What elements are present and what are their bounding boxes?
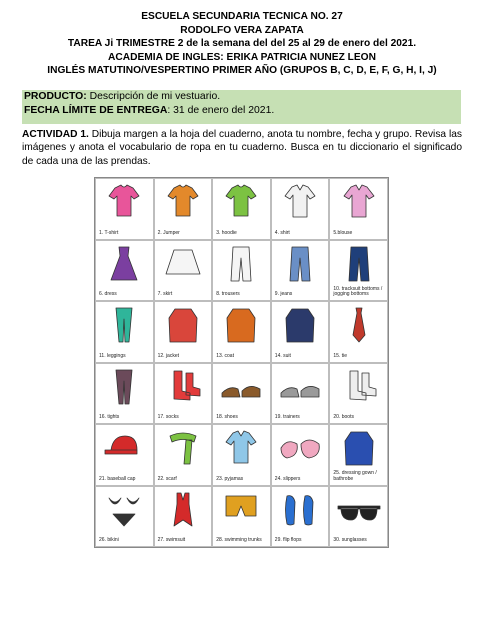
deadline-line — [24, 104, 459, 118]
clothing-item — [154, 486, 213, 548]
task-line: TAREA Ji TRIMESTRE 2 de la semana del del 25 al 29 de enero del 2021. — [67, 38, 417, 50]
clothing-label: 21. baseball cap — [99, 475, 136, 482]
clothing-label: 3. hoodie — [216, 229, 237, 236]
socks-icon — [160, 367, 206, 407]
bikini-icon — [101, 490, 147, 530]
hoodie-icon — [218, 182, 264, 222]
product-line — [24, 90, 459, 104]
boots-icon — [336, 367, 382, 407]
tshirt-icon — [101, 182, 147, 222]
jumper-icon — [160, 182, 206, 222]
clothing-label: 24. slippers — [274, 475, 301, 482]
dressing-gown-icon — [336, 428, 382, 468]
clothing-item — [329, 363, 388, 425]
jeans-icon — [277, 244, 323, 284]
shoes-icon — [218, 367, 264, 407]
clothing-label: 29. flip flops — [274, 537, 302, 544]
clothing-item — [212, 301, 271, 363]
sunglasses-icon — [336, 490, 382, 530]
clothing-item — [95, 424, 154, 486]
clothing-label: 27. swimsuit — [157, 537, 186, 544]
trainers-icon — [277, 367, 323, 407]
trousers-icon — [218, 244, 264, 284]
clothing-label: 6. dress — [99, 291, 117, 298]
clothing-item — [271, 178, 330, 240]
activity-text: Dibuja margen a la hoja del cuaderno, anota tu nombre, fecha y grupo. Revisa las imágenes y anota el vocabulario de ropa en tu cuaderno. Busca en tu diccionario el significado de cada una de las prendas. — [22, 129, 462, 167]
school-header — [22, 10, 462, 78]
clothing-item — [329, 424, 388, 486]
clothing-item — [95, 178, 154, 240]
baseball-cap-icon — [101, 428, 147, 468]
clothing-item — [329, 486, 388, 548]
swimming-trunks-icon — [218, 490, 264, 530]
clothing-item — [212, 240, 271, 302]
clothing-label: 1. T-shirt — [99, 229, 119, 236]
clothing-label: 13. coat — [216, 352, 234, 359]
deadline-label: FECHA LÍMITE DE ENTREGA — [24, 104, 168, 116]
clothing-item — [95, 240, 154, 302]
clothing-item — [154, 424, 213, 486]
tracksuit-icon — [336, 244, 382, 284]
clothing-label: 17. socks — [157, 414, 179, 421]
groups-line: INGLÉS MATUTINO/VESPERTINO PRIMER AÑO (GRUPOS B, C, D, E, F, G, H, I, J) — [47, 65, 437, 77]
tights-icon — [101, 367, 147, 407]
clothing-label: 26. bikini — [99, 537, 119, 544]
clothing-item — [329, 178, 388, 240]
product-value: Descripción de mi vestuario. — [86, 91, 221, 102]
school-subtitle: RODOLFO VERA ZAPATA — [180, 24, 304, 36]
clothing-item — [212, 486, 271, 548]
clothing-item — [95, 301, 154, 363]
clothing-label: 14. suit — [274, 352, 291, 359]
clothing-item — [212, 178, 271, 240]
clothing-item — [212, 424, 271, 486]
clothing-label: 8. trousers — [216, 291, 240, 298]
clothing-label: 12. jacket — [157, 352, 179, 359]
activity-paragraph — [22, 128, 462, 168]
clothing-label: 5.blouse — [333, 229, 353, 236]
clothing-label: 19. trainers — [274, 414, 300, 421]
slippers-icon — [277, 428, 323, 468]
pyjamas-icon — [218, 428, 264, 468]
clothing-item — [271, 240, 330, 302]
flip-flops-icon — [277, 490, 323, 530]
swimsuit-icon — [160, 490, 206, 530]
clothing-label: 30. sunglasses — [333, 537, 367, 544]
clothing-label: 28. swimming trunks — [216, 537, 262, 544]
clothing-item — [212, 363, 271, 425]
clothing-item — [95, 363, 154, 425]
coat-icon — [218, 305, 264, 345]
clothing-item — [271, 363, 330, 425]
school-name: ESCUELA SECUNDARIA TECNICA NO. 27 — [141, 11, 343, 22]
clothes-vocabulary-grid — [94, 177, 389, 548]
clothing-label: 4. shirt — [274, 229, 290, 236]
clothing-item — [154, 363, 213, 425]
clothing-item — [95, 486, 154, 548]
dress-icon — [101, 244, 147, 284]
clothing-label: 7. skirt — [157, 291, 173, 298]
blouse-icon — [336, 182, 382, 222]
product-box — [22, 90, 461, 124]
product-label: PRODUCTO: — [24, 91, 87, 102]
clothing-item — [329, 301, 388, 363]
deadline-value: : 31 de enero del 2021. — [167, 104, 275, 116]
clothing-item — [271, 486, 330, 548]
scarf-icon — [160, 428, 206, 468]
clothing-label: 25. dressing gown / bathrobe — [333, 470, 377, 482]
activity-label: ACTIVIDAD 1. — [22, 129, 89, 140]
skirt-icon — [160, 244, 206, 284]
shirt-icon — [277, 182, 323, 222]
suit-icon — [277, 305, 323, 345]
clothing-label: 22. scarf — [157, 475, 177, 482]
clothing-label: 10. tracksuit bottoms / jogging bottoms — [333, 285, 383, 298]
clothing-item — [329, 240, 388, 302]
clothing-label: 16. tights — [99, 414, 120, 421]
clothing-item — [271, 424, 330, 486]
academy-line: ACADEMIA DE INGLES: ERIKA PATRICIA NUNEZ LEON — [108, 51, 376, 63]
clothing-item — [154, 178, 213, 240]
leggings-icon — [101, 305, 147, 345]
clothing-item — [154, 301, 213, 363]
clothing-label: 23. pyjamas — [216, 475, 244, 482]
clothing-label: 9. jeans — [274, 291, 293, 298]
clothing-label: 20. boots — [333, 414, 354, 421]
clothing-item — [271, 301, 330, 363]
clothing-label: 15. tie — [333, 352, 348, 359]
clothing-item — [154, 240, 213, 302]
clothing-label: 2. Jumper — [157, 229, 180, 236]
clothing-label: 18. shoes — [216, 414, 238, 421]
jacket-icon — [160, 305, 206, 345]
clothing-label: 11. leggings — [99, 352, 126, 359]
tie-icon — [336, 305, 382, 345]
